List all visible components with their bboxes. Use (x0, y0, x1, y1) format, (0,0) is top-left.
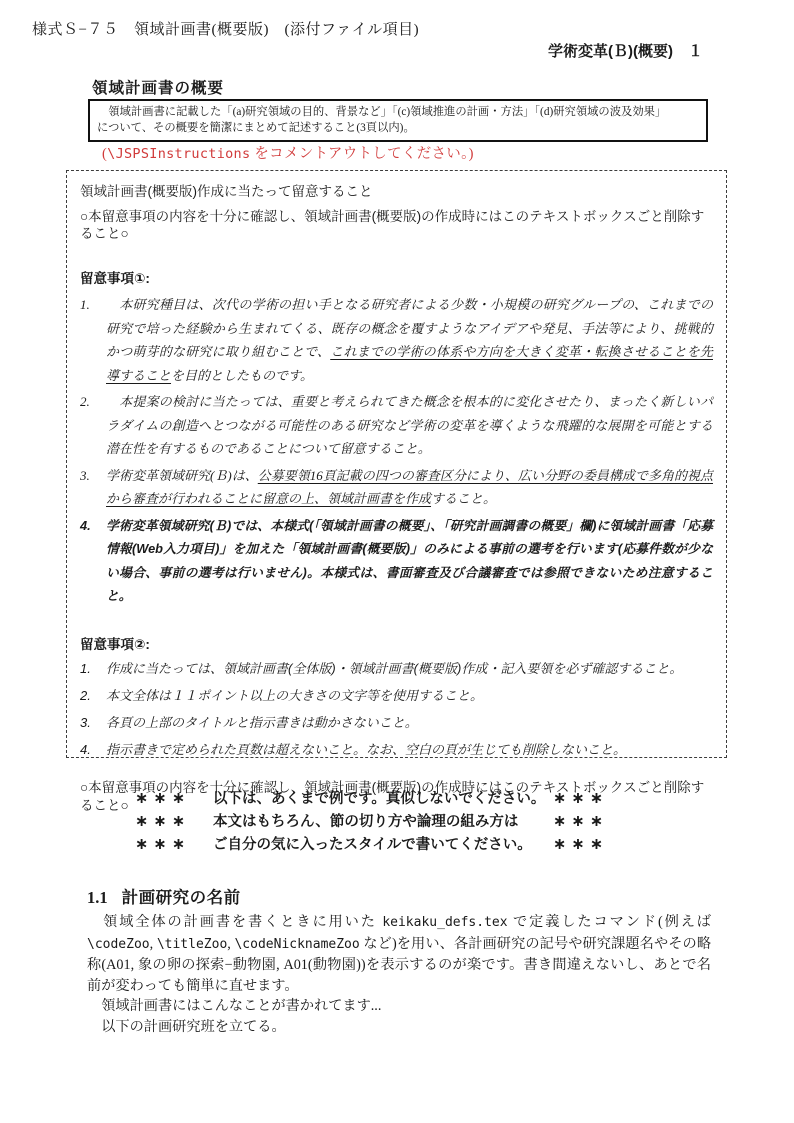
asterisks-left: ∗∗∗ (135, 812, 191, 830)
item-number: 3. (80, 467, 90, 483)
item-text: 本研究種目は、次代の学術の担い手となる研究者による少数・小規模の研究グループの、これまでの研究で培った経験から生まれてくる、既存の概念を覆すようなアイデアや発見、手法等により、挑戦的かつ萌芽的な研究に取り組むことで、これまでの学術の体系や方向を大きく変革・転換させることを先導することを目的としたものです。 (106, 297, 713, 383)
item-text: 学術変革領域研究(Ｂ)では、本様式(「領域計画書の概要」、「研究計画調書の概要」欄)に領域計画書「応募情報(Web入力項目)」を加えた「領域計画書(概要版)」のみによる事前の選考を行います(応募件数が少ない場合、事前の選考は行いません)。本様式は、書面審査及び合議審査では参照できないため注意すること。 (106, 517, 713, 603)
item-number: 1. (80, 297, 90, 312)
body-paragraph: 以下の計画研究班を立てる。 (87, 1018, 286, 1035)
example-text: 以下は、あくまで例です。真似しないでください。 (213, 791, 546, 807)
item-text: 作成に当たっては、領域計画書(全体版)・領域計画書(概要版)作成・記入要領を必ず確認すること。 (106, 660, 683, 676)
list-item (80, 390, 713, 461)
overview-instruction-box (88, 99, 708, 142)
item-text: 本文全体は１１ポイント以上の大きさの文字等を使用すること。 (106, 687, 484, 703)
red-latex-instruction: (\JSPSInstructions をコメントアウトしてください。) (102, 146, 474, 162)
item-text: 各頁の上部のタイトルと指示書きは動かさないこと。 (106, 714, 418, 730)
list-item (80, 686, 713, 706)
item-number: 1. (80, 660, 91, 676)
list-item (80, 293, 713, 387)
example-note (135, 786, 608, 855)
notes1-heading: 留意事項①: (80, 271, 150, 286)
section-heading (87, 884, 241, 908)
asterisks-right: ∗∗∗ (553, 812, 609, 830)
example-row (135, 832, 608, 855)
list-item (80, 514, 713, 608)
overview-heading: 領域計画書の概要 (92, 80, 225, 97)
asterisks-right: ∗∗∗ (553, 789, 609, 807)
body-paragraph: 領域計画書にはこんなことが書かれてます... (87, 998, 382, 1014)
example-row (135, 786, 608, 809)
item-number: 4. (80, 517, 91, 533)
section-title: 計画研究の名前 (121, 889, 241, 907)
item-text: 学術変革領域研究(Ｂ)は、公募要領16頁記載の四つの審査区分により、広い分野の委員構成で多角的視点から審査が行われることに留意の上、領域計画書を作成すること。 (106, 467, 713, 506)
form-label: 様式Ｓ−７５ 領域計画書(概要版) (添付ファイル項目) (32, 22, 420, 38)
item-text: 本提案の検討に当たっては、重要と考えられてきた概念を根本的に変化させたり、まったく新しいパラダイムの創造へとつながる可能性のある研究など学術の変革を導くような飛躍的な展開を可能とする潜在性を有するものであることについて留意すること。 (106, 394, 713, 456)
list-item (80, 713, 713, 733)
example-text: ご自分の気に入ったスタイルで書いてください。 (213, 837, 532, 853)
notes2-heading: 留意事項②: (80, 636, 150, 652)
list-item (80, 464, 713, 511)
notes1-list (80, 293, 713, 608)
section-number: 1.1 (87, 888, 108, 907)
example-text: 本文はもちろん、節の切り方や論理の組み方は (213, 814, 519, 830)
notice-delete-note-bottom: ○本留意事項の内容を十分に確認し、領域計画書(概要版)の作成時にはこのテキストボックスごと削除すること○ (80, 779, 705, 813)
item-number: 3. (80, 714, 91, 730)
asterisks-left: ∗∗∗ (135, 789, 191, 807)
example-row (135, 809, 608, 832)
page-header: 学術変革(Ｂ)(概要) １ (548, 43, 703, 60)
asterisks-left: ∗∗∗ (135, 835, 191, 853)
item-number: 2. (80, 687, 91, 703)
list-item (80, 659, 713, 679)
overview-box-line2: について、その概要を簡潔にまとめて記述すること(3頁以内)。 (97, 122, 415, 134)
notice-title: 領域計画書(概要版)作成に当たって留意すること (80, 184, 373, 199)
body-paragraph: 領域全体の計画書を書くときに用いた keikaku_defs.tex で定義したコマンド(例えば\codeZoo, \titleZoo, \codeNicknameZoo など)を用い、各計画研究の記号や研究課題名やその略称(A01, 象の卵の探索−動物園, A01(動物園))を表示するのが楽です。書き間違えないし、あとで名前が変わっても簡単に直せます。 (87, 914, 712, 994)
item-number: 2. (80, 394, 90, 409)
notice-delete-note-top: ○本留意事項の内容を十分に確認し、領域計画書(概要版)の作成時にはこのテキストボックスごと削除すること○ (80, 209, 705, 241)
item-number: 4. (80, 741, 91, 757)
item-text: 指示書きで定められた頁数は超えないこと。なお、空白の頁が生じても削除しないこと。 (106, 741, 627, 757)
list-item (80, 740, 713, 760)
body-text (87, 912, 711, 1037)
overview-box-line1: 領域計画書に記載した「(a)研究領域の目的、背景など」「(c)領域推進の計画・方法」「(d)研究領域の波及効果」 (97, 106, 667, 118)
notes2-list (80, 659, 713, 760)
asterisks-right: ∗∗∗ (553, 835, 609, 853)
